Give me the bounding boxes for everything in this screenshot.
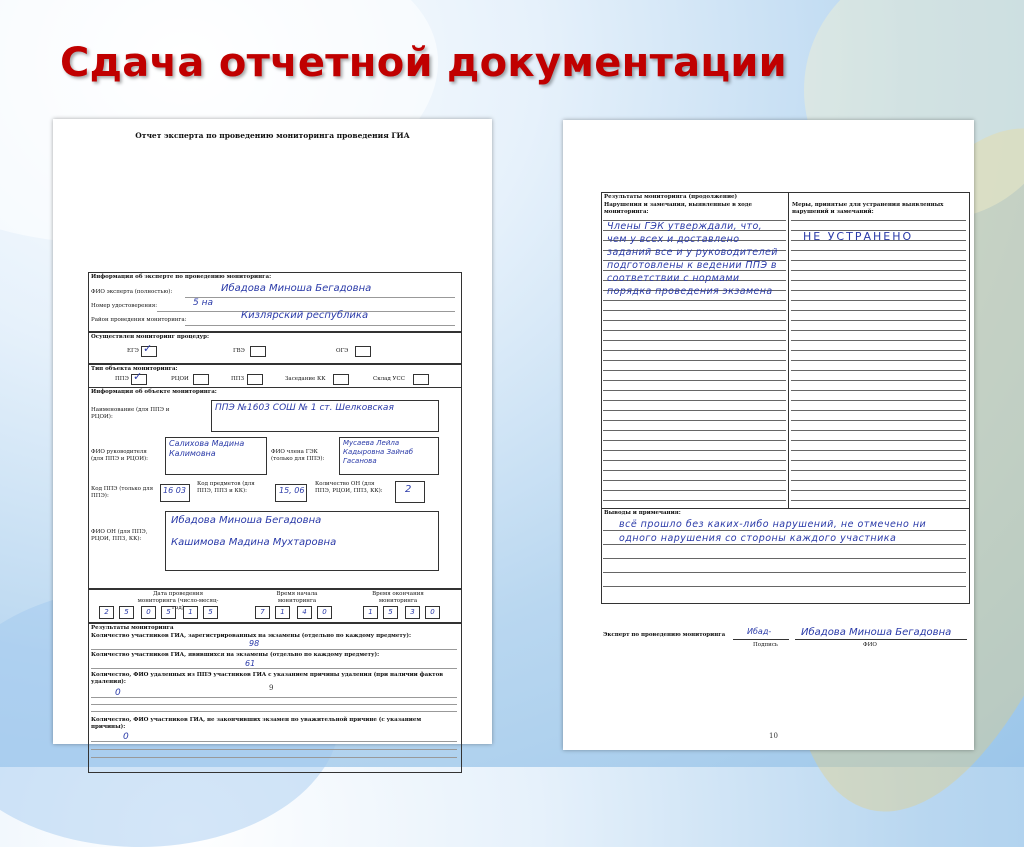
rule-line bbox=[791, 460, 966, 461]
digit-cell: 4 bbox=[297, 606, 312, 619]
option-label: ППЗ bbox=[231, 376, 245, 382]
underline bbox=[185, 325, 455, 326]
answer-line bbox=[91, 704, 457, 705]
field-label: Код предметов (для ППЭ, ППЗ и КК): bbox=[197, 481, 255, 494]
field-value: Ибадова Миноша Бегадовна bbox=[221, 283, 372, 294]
rule-line bbox=[603, 470, 786, 471]
rule-line bbox=[791, 270, 966, 271]
rule-line bbox=[603, 330, 786, 331]
answer-line bbox=[91, 649, 457, 650]
rule-line bbox=[603, 558, 966, 559]
page-number: 9 bbox=[269, 684, 274, 692]
digit-cell: 7 bbox=[255, 606, 270, 619]
digit-cell: 0 bbox=[141, 606, 156, 619]
digit-cell: 1 bbox=[363, 606, 378, 619]
answer-line bbox=[91, 668, 457, 669]
checkbox bbox=[333, 374, 349, 385]
rule-line bbox=[791, 410, 966, 411]
rule-line bbox=[791, 420, 966, 421]
field-value: Салихова Мадина Калимовна bbox=[169, 439, 245, 458]
rule-line bbox=[791, 320, 966, 321]
rule-line bbox=[791, 380, 966, 381]
measures-text: НЕ УСТРАНЕНО bbox=[803, 230, 914, 243]
rule-line bbox=[603, 420, 786, 421]
rule-line bbox=[603, 572, 966, 573]
rule-line bbox=[603, 460, 786, 461]
option-label: РЦОИ bbox=[171, 376, 189, 382]
option-label: ППЭ bbox=[115, 376, 129, 382]
digit-cell: 3 bbox=[405, 606, 420, 619]
field-label: ФИО ОН (для ППЭ, РЦОИ, ППЗ, КК): bbox=[91, 529, 148, 542]
rule-line bbox=[791, 280, 966, 281]
check-mark: ✓ bbox=[143, 342, 153, 355]
signature-line bbox=[795, 639, 967, 640]
section-heading: Осуществлен мониторинг процедур: bbox=[91, 334, 210, 340]
option-label: ЕГЭ bbox=[127, 348, 139, 354]
digit-cell: 5 bbox=[383, 606, 398, 619]
column-heading: Нарушения и замечания, выявленные в ходе мониторинга: bbox=[604, 202, 752, 215]
digit-cell: 0 bbox=[425, 606, 440, 619]
option-label: Склад УСС bbox=[373, 376, 405, 382]
rule-line bbox=[603, 370, 786, 371]
question-label: Количество, ФИО участников ГИА, не закончивших экзамен по уважительной причине (с указанием причины): bbox=[91, 717, 422, 730]
question-label: Количество участников ГИА, зарегистрированных на экзамены (отдельно по каждому предмету): bbox=[91, 633, 411, 639]
field-label: ФИО члена ГЭК (только для ППЭ): bbox=[271, 449, 325, 462]
rule-line bbox=[603, 390, 786, 391]
rule-line bbox=[791, 300, 966, 301]
check-mark: ✓ bbox=[133, 370, 143, 383]
signature-scribble: Ибад- bbox=[747, 627, 772, 636]
rule-line bbox=[791, 450, 966, 451]
field-value: Ибадова Миноша Бегадовна bbox=[171, 515, 322, 526]
field-value: Кашимова Мадина Мухтаровна bbox=[171, 537, 337, 548]
option-label: Заседание КК bbox=[285, 376, 326, 382]
rule-line bbox=[603, 450, 786, 451]
question-label: Количество, ФИО удаленных из ППЭ участников ГИА с указанием причины удаления (при наличии фактов удаления): bbox=[91, 672, 444, 685]
rule-line bbox=[603, 300, 786, 301]
rule-line bbox=[603, 544, 966, 545]
section-heading: Результаты мониторинга (продолжение) bbox=[604, 194, 738, 200]
rule-line bbox=[791, 310, 966, 311]
field-label: Наименование (для ППЭ и РЦОИ): bbox=[91, 407, 170, 420]
rule-line bbox=[791, 470, 966, 471]
rule-line bbox=[603, 586, 966, 587]
rule-line bbox=[603, 350, 786, 351]
answer-value: 98 bbox=[249, 639, 260, 648]
rule-line bbox=[603, 500, 786, 501]
rule-line bbox=[603, 480, 786, 481]
answer-value: 0 bbox=[115, 688, 121, 698]
rule-line bbox=[791, 220, 966, 221]
rule-line bbox=[791, 350, 966, 351]
field-value: 2 bbox=[405, 484, 412, 495]
results-section bbox=[88, 623, 462, 773]
checkbox bbox=[355, 346, 371, 357]
rule-line bbox=[791, 290, 966, 291]
violations-text: Члены ГЭК утверждали, что, чем у всех и доставлено заданий все и у руководителей подготовлены к ведении ППЭ в соответствии с нормами порядка проведения экзамена bbox=[607, 221, 778, 297]
column-divider bbox=[788, 192, 789, 508]
rule-line bbox=[791, 430, 966, 431]
rule-line bbox=[791, 360, 966, 361]
signature-caption: Подпись bbox=[753, 642, 778, 648]
digit-cell: 2 bbox=[99, 606, 114, 619]
digit-cell: 5 bbox=[119, 606, 134, 619]
rule-line bbox=[603, 430, 786, 431]
rule-line bbox=[791, 370, 966, 371]
checkbox bbox=[247, 374, 263, 385]
digit-cell: 0 bbox=[317, 606, 332, 619]
rule-line bbox=[791, 250, 966, 251]
conclusions-text: всё прошло без каких-либо нарушений, не отмечено ни одного нарушения со стороны каждого участника bbox=[619, 519, 927, 544]
rule-line bbox=[791, 440, 966, 441]
answer-value: 0 bbox=[123, 732, 129, 742]
section-heading: Результаты мониторинга bbox=[91, 625, 174, 631]
rule-line bbox=[791, 260, 966, 261]
question-label: Количество участников ГИА, явившихся на экзамены (отдельно по каждому предмету): bbox=[91, 652, 380, 658]
answer-line bbox=[91, 711, 457, 712]
field-label: ФИО эксперта (полностью): bbox=[91, 289, 173, 295]
field-value: 15, 06 bbox=[279, 486, 305, 495]
rule-line bbox=[603, 340, 786, 341]
digit-cell: 5 bbox=[203, 606, 218, 619]
rule-line bbox=[603, 320, 786, 321]
field-value: Мусаева Лейла Кадыровна Зайнаб Гасанова bbox=[343, 439, 414, 465]
underline bbox=[185, 297, 455, 298]
option-label: ОГЭ bbox=[336, 348, 349, 354]
rule-line bbox=[791, 490, 966, 491]
field-value: Кизлярский республика bbox=[241, 310, 369, 321]
answer-line bbox=[91, 757, 457, 758]
field-value: 16 03 bbox=[163, 486, 186, 495]
rule-line bbox=[603, 440, 786, 441]
field-label: Район проведения мониторинга: bbox=[91, 317, 187, 323]
field-label: Количество ОН (для ППЭ, РЦОИ, ППЗ, КК): bbox=[315, 481, 383, 494]
rule-line bbox=[603, 380, 786, 381]
digit-cell: 1 bbox=[183, 606, 198, 619]
signature-line bbox=[733, 639, 789, 640]
page-number: 10 bbox=[769, 732, 778, 740]
field-label: ФИО руководителя (для ППЭ и РЦОИ): bbox=[91, 449, 149, 462]
report-page-left bbox=[53, 119, 492, 744]
column-heading: Меры, принятые для устранения выявленных нарушений и замечаний: bbox=[792, 202, 944, 215]
rule-line bbox=[603, 410, 786, 411]
option-label: ГВЭ bbox=[233, 348, 245, 354]
digit-cell: 5 bbox=[161, 606, 176, 619]
rule-line bbox=[791, 330, 966, 331]
answer-line bbox=[91, 697, 457, 698]
field-label: Дата проведения мониторинга (число-месяц-год) bbox=[137, 591, 219, 611]
rule-line bbox=[603, 310, 786, 311]
rule-line bbox=[791, 400, 966, 401]
report-page-right bbox=[563, 120, 974, 750]
signature-name: Ибадова Миноша Бегадовна bbox=[801, 627, 952, 638]
field-label: Время начала мониторинга bbox=[276, 591, 318, 604]
rule-line bbox=[603, 360, 786, 361]
answer-line bbox=[91, 741, 457, 742]
section-heading: Информация об эксперте по проведению мониторинга: bbox=[91, 274, 272, 280]
section-heading: Выводы и примечания: bbox=[604, 510, 681, 516]
rule-line bbox=[603, 530, 966, 531]
field-value: ППЭ №1603 СОШ № 1 ст. Шелковская bbox=[215, 403, 394, 413]
signature-label: Эксперт по проведению мониторинга bbox=[603, 632, 726, 638]
checkbox bbox=[413, 374, 429, 385]
field-label: Код ППЭ (только для ППЭ): bbox=[91, 486, 154, 499]
digit-cell: 1 bbox=[275, 606, 290, 619]
field-label: Номер удостоверения: bbox=[91, 303, 158, 309]
section-heading: Информация об объекте мониторинга: bbox=[91, 389, 217, 395]
checkbox bbox=[193, 374, 209, 385]
answer-line bbox=[91, 749, 457, 750]
field-value: 5 на bbox=[193, 298, 213, 308]
rule-line bbox=[791, 480, 966, 481]
rule-line bbox=[791, 390, 966, 391]
slide-title: Сдача отчетной документации bbox=[60, 40, 787, 86]
field-label: Время окончания мониторинга bbox=[372, 591, 424, 604]
signature-caption: ФИО bbox=[863, 642, 877, 648]
rule-line bbox=[603, 490, 786, 491]
rule-line bbox=[791, 340, 966, 341]
answer-value: 61 bbox=[245, 659, 256, 668]
page-title: Отчет эксперта по проведению мониторинга проведения ГИА bbox=[135, 131, 410, 140]
rule-line bbox=[603, 400, 786, 401]
section-heading: Тип объекта мониторинга: bbox=[91, 366, 178, 372]
checkbox bbox=[250, 346, 266, 357]
rule-line bbox=[791, 500, 966, 501]
